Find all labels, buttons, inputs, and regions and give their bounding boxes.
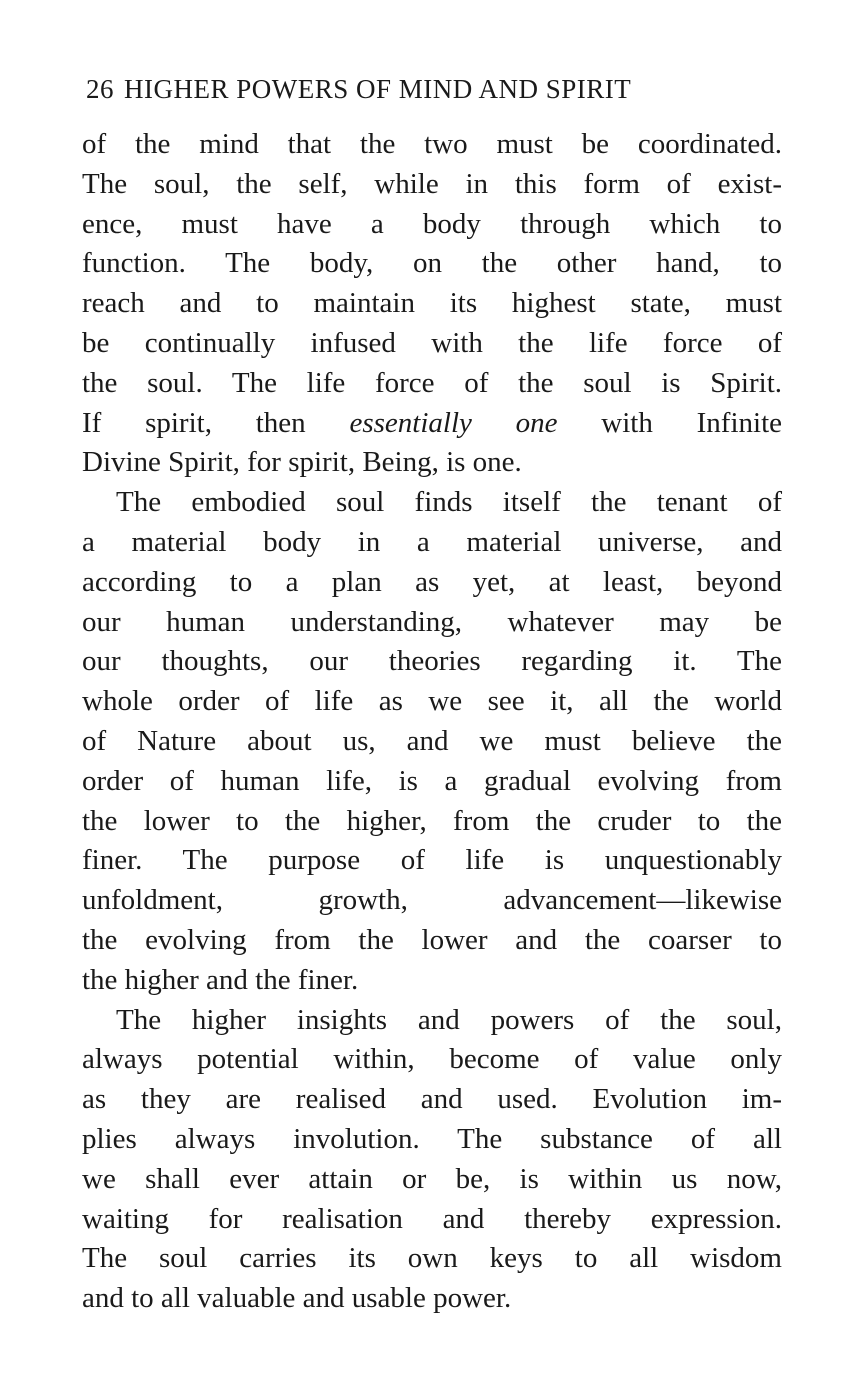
text-line: always potential within, become of value only — [82, 1043, 782, 1076]
emphasized-text: essentially one — [349, 406, 558, 439]
running-head — [86, 72, 780, 106]
text-line: our thoughts, our theories regarding it. The — [82, 645, 782, 678]
text-line: according to a plan as yet, at least, beyond — [82, 565, 782, 598]
paragraph — [82, 125, 782, 483]
text-line: be continually infused with the life force of — [82, 326, 782, 359]
body-text — [82, 125, 782, 1319]
text-line: of Nature about us, and we must believe the — [82, 724, 782, 757]
text-line: unfoldment, growth, advancement—likewise — [82, 884, 782, 917]
text-line: plies always involution. The substance of all — [82, 1122, 782, 1155]
paragraph — [82, 483, 782, 1000]
text-line: Divine Spirit, for spirit, Being, is one. — [82, 446, 522, 479]
page-number: 26 — [86, 74, 114, 104]
text-segment: If spirit, then — [82, 406, 350, 439]
text-line: of the mind that the two must be coordinated. — [82, 128, 782, 160]
text-line: the soul. The life force of the soul is Spirit. — [82, 366, 782, 399]
text-line: The embodied soul finds itself the tenant of — [116, 486, 782, 519]
text-line: and to all valuable and usable power. — [82, 1282, 512, 1315]
text-line: the evolving from the lower and the coarser to — [82, 923, 782, 956]
text-line: finer. The purpose of life is unquestionably — [82, 844, 782, 877]
paragraph — [82, 1001, 782, 1319]
text-line: function. The body, on the other hand, to — [82, 247, 782, 280]
text-line: ence, must have a body through which to — [82, 207, 782, 240]
running-title: HIGHER POWERS OF MIND AND SPIRIT — [124, 74, 632, 104]
text-segment: with Infinite — [557, 406, 783, 439]
text-line: The soul carries its own keys to all wisdom — [82, 1242, 782, 1275]
text-line: the higher and the finer. — [82, 963, 359, 996]
text-line: as they are realised and used. Evolution im- — [82, 1083, 782, 1116]
text-line: we shall ever attain or be, is within us now, — [82, 1162, 782, 1195]
text-line: a material body in a material universe, and — [82, 525, 782, 558]
text-line: our human understanding, whatever may be — [82, 605, 782, 638]
text-line: the lower to the higher, from the cruder to the — [82, 804, 782, 837]
text-line: whole order of life as we see it, all the world — [82, 685, 782, 718]
text-line: The higher insights and powers of the soul, — [116, 1003, 782, 1036]
text-line: order of human life, is a gradual evolving from — [82, 764, 782, 797]
text-line: waiting for realisation and thereby expression. — [82, 1202, 782, 1235]
text-line — [82, 404, 782, 444]
text-line: The soul, the self, while in this form of exist- — [82, 167, 782, 200]
text-line: reach and to maintain its highest state, must — [82, 287, 782, 320]
